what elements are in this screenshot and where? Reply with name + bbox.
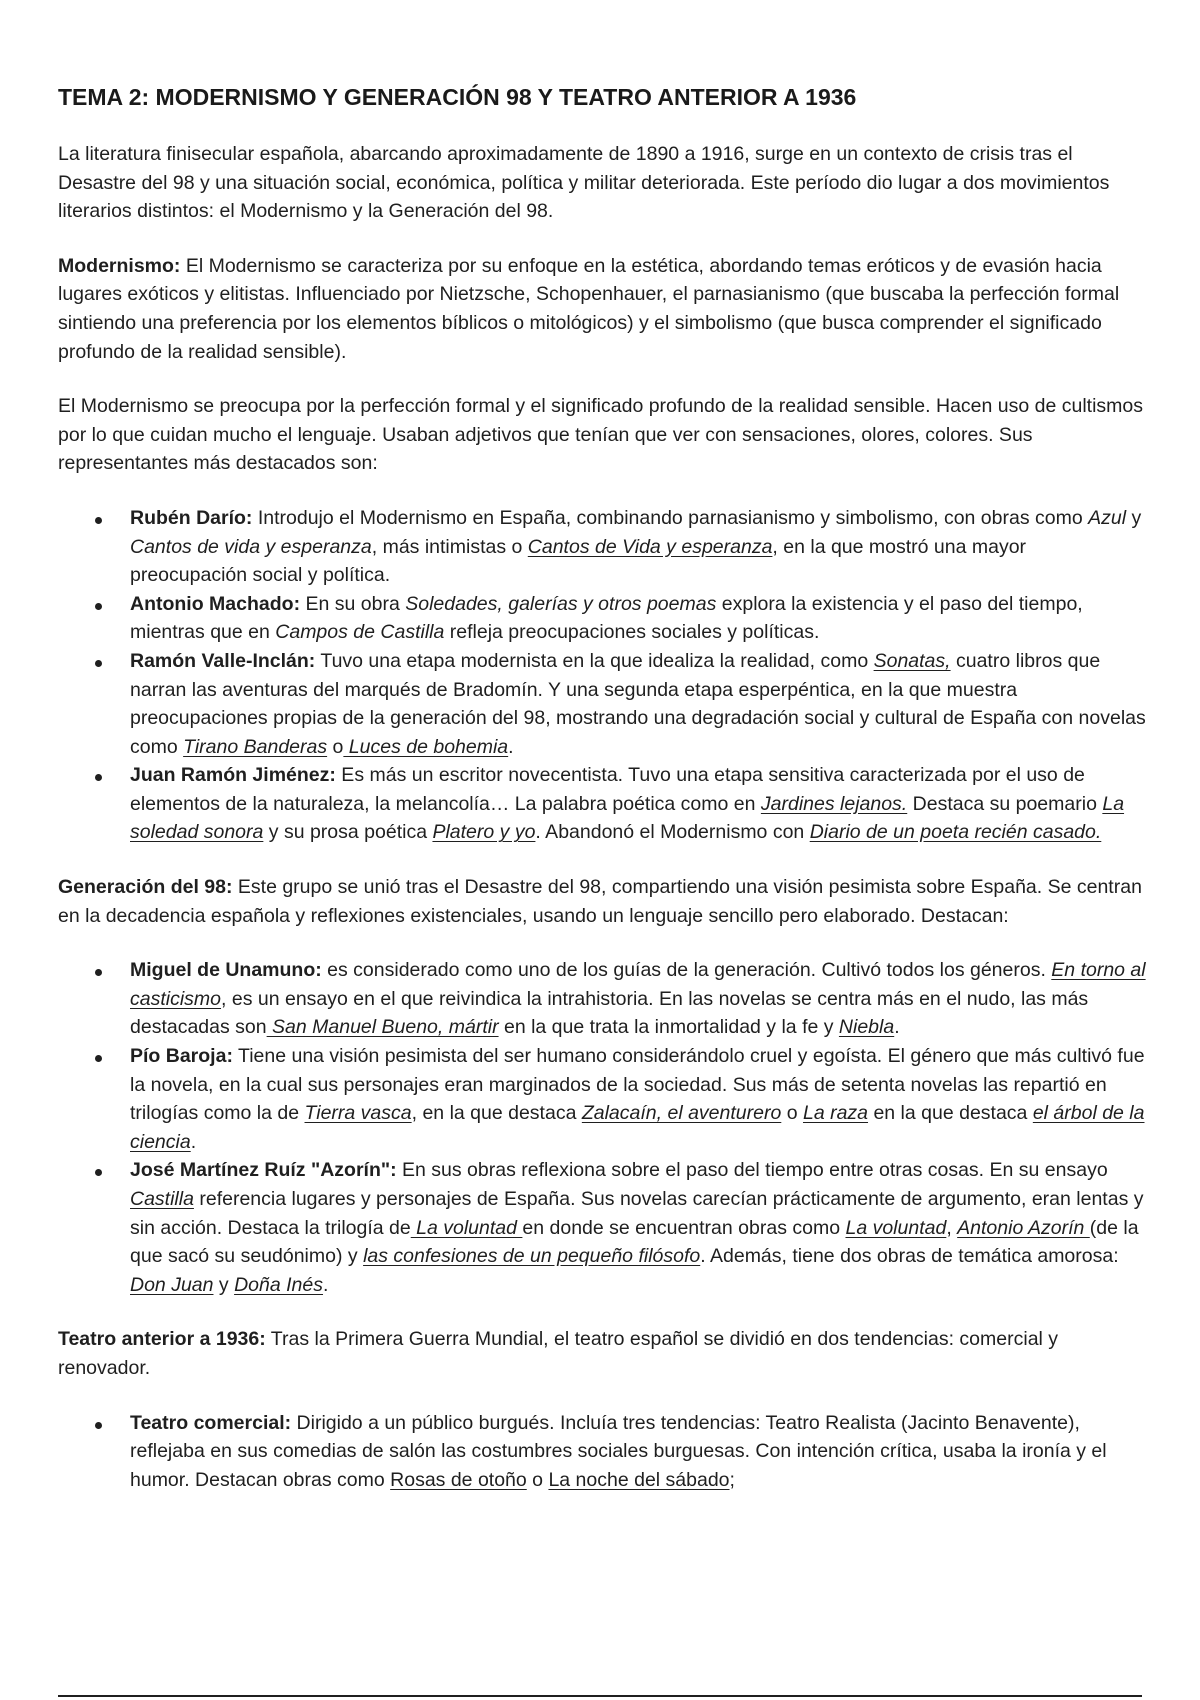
list-item-teatro-comercial: Teatro comercial: Dirigido a un público burgués. Incluía tres tendencias: Teatro Realista (Jacinto Benavente), reflejaba en sus comedias de salón las costumbres sociales burguesas. Con intención crítica, usaba la ironía y el humor. Destacan obras como Rosas de otoño o La noche del sábado;: [58, 1409, 1148, 1495]
work-link[interactable]: Tierra vasca: [304, 1102, 412, 1125]
bullet-icon: [95, 774, 102, 781]
work-link[interactable]: Doña Inés: [234, 1273, 323, 1296]
work-link[interactable]: Luces de bohemia: [343, 735, 509, 758]
work-link[interactable]: Cantos de Vida y esperanza: [527, 535, 773, 558]
modernismo-heading: Modernismo:: [58, 254, 181, 277]
list-item-jimenez: Juan Ramón Jiménez: Es más un escritor novecentista. Tuvo una etapa sensitiva caracterizada por el uso de elementos de la naturaleza, la melancolía… La palabra poética como en Jardines lejanos. Destaca su poemario La soledad sonora y su prosa poética Platero y yo. Abandonó el Modernismo con Diario de un poeta recién casado.: [58, 761, 1148, 847]
teatro-paragraph: Teatro anterior a 1936: Tras la Primera Guerra Mundial, el teatro español se dividió en dos tendencias: comercial y renovador.: [58, 1328, 1059, 1379]
bullet-icon: [95, 1169, 102, 1176]
list-item-unamuno: Miguel de Unamuno: es considerado como uno de los guías de la generación. Cultivó todos los géneros. En torno al casticismo, es un ensayo en el que reivindica la intrahistoria. En las novelas se centra más en el nudo, las más destacadas son San Manuel Bueno, mártir en la que trata la inmortalidad y la fe y Niebla.: [58, 956, 1148, 1042]
work-link[interactable]: Castilla: [130, 1188, 194, 1210]
generacion-paragraph: Generación del 98: Este grupo se unió tras el Desastre del 98, compartiendo una visión pesimista sobre España. Se centran en la decadencia española y reflexiones existenciales, usando un lenguaje sencillo pero elaborado. Destacan:: [58, 876, 1142, 927]
list-item-machado: Antonio Machado: En su obra Soledades, galerías y otros poemas explora la existencia y el paso del tiempo, mientras que en Campos de Castilla refleja preocupaciones sociales y políticas.: [58, 590, 1148, 647]
work-link[interactable]: La soledad sonora: [130, 792, 1125, 844]
work-link[interactable]: Niebla: [838, 1016, 895, 1039]
work-link[interactable]: La raza: [802, 1102, 869, 1125]
work-link[interactable]: Platero y yo: [432, 821, 536, 844]
work-link[interactable]: San Manuel Bueno, mártir: [266, 1016, 499, 1039]
work-title: Cantos de vida y esperanza: [130, 535, 372, 558]
work-link[interactable]: Rosas de otoño: [390, 1468, 527, 1491]
work-link[interactable]: el árbol de la ciencia: [130, 1102, 1145, 1153]
bullet-icon: [95, 603, 102, 610]
intro-paragraph: La literatura finisecular española, abarcando aproximadamente de 1890 a 1916, surge en un contexto de crisis tras el Desastre del 98 y una situación social, económica, política y militar deteriorada. Este período dio lugar a dos movimientos literarios distintos: el Modernismo y la Generación del 98.: [58, 143, 1110, 223]
work-title: Soledades, galerías y otros poemas: [405, 592, 717, 615]
work-link[interactable]: La voluntad: [845, 1216, 947, 1239]
list-item-azorin: José Martínez Ruíz "Azorín": En sus obras reflexiona sobre el paso del tiempo entre otras cosas. En su ensayo Castilla referencia lugares y personajes de España. Sus novelas carecían prácticamente de argumento, eran lentas y sin acción. Destaca la trilogía de La voluntad en donde se encuentran obras como La voluntad, Antonio Azorín (de la que sacó su seudónimo) y las confesiones de un pequeño filósofo. Además, tiene dos obras de temática amorosa: Don Juan y Doña Inés.: [58, 1156, 1148, 1299]
work-link[interactable]: En torno al casticismo: [130, 959, 1146, 1010]
work-link[interactable]: Sonatas,: [873, 649, 951, 672]
teatro-list: [58, 1409, 1148, 1495]
work-link[interactable]: Diario de un poeta recién casado.: [809, 821, 1102, 844]
work-link[interactable]: las confesiones de un pequeño filósofo: [363, 1245, 701, 1268]
generacion-heading: Generación del 98:: [58, 876, 233, 899]
work-link[interactable]: Don Juan: [130, 1273, 214, 1296]
bullet-icon: [95, 1055, 102, 1062]
page-title: TEMA 2: MODERNISMO Y GENERACIÓN 98 Y TEATRO ANTERIOR A 1936: [58, 84, 857, 110]
generacion-list: [58, 956, 1148, 1299]
work-title: Campos de Castilla: [275, 621, 445, 644]
list-item-baroja: Pío Baroja: Tiene una visión pesimista del ser humano considerándolo cruel y egoísta. El género que más cultivó fue la novela, en la cual sus personajes eran marginados de la sociedad. Sus más de setenta novelas las repartió en trilogías como la de Tierra vasca, en la que destaca Zalacaín, el aventurero o La raza en la que destaca el árbol de la ciencia.: [58, 1042, 1148, 1156]
document-body: [58, 80, 1148, 1520]
bullet-icon: [95, 517, 102, 524]
page-divider: [58, 1695, 1142, 1697]
work-link[interactable]: Zalacaín, el aventurero: [581, 1102, 782, 1125]
list-item-valle: Ramón Valle-Inclán: Tuvo una etapa modernista en la que idealiza la realidad, como Sonatas, cuatro libros que narran las aventuras del marqués de Bradomín. Y una segunda etapa esperpéntica, en la que muestra preocupaciones propias de la generación del 98, mostrando una degradación social y cultural de España con novelas como Tirano Banderas o Luces de bohemia.: [58, 647, 1148, 761]
work-title: Azul: [1088, 506, 1127, 529]
bullet-icon: [95, 1422, 102, 1429]
modernismo-paragraph-2: El Modernismo se preocupa por la perfección formal y el significado profundo de la realidad sensible. Hacen uso de cultismos por lo que cuidan mucho el lenguaje. Usaban adjetivos que tenían que ver con sensaciones, olores, colores. Sus representantes más destacados son:: [58, 395, 1144, 475]
bullet-icon: [95, 969, 102, 976]
teatro-heading: Teatro anterior a 1936:: [58, 1328, 266, 1351]
work-link[interactable]: La voluntad: [410, 1216, 523, 1239]
work-link[interactable]: Antonio Azorín: [957, 1216, 1090, 1239]
modernismo-list: [58, 504, 1148, 847]
work-link[interactable]: Jardines lejanos.: [760, 792, 908, 815]
bullet-icon: [95, 660, 102, 667]
work-link[interactable]: La noche del sábado: [548, 1468, 730, 1491]
modernismo-paragraph: Modernismo: El Modernismo se caracteriza por su enfoque en la estética, abordando temas eróticos y de evasión hacia lugares exóticos y elitistas. Influenciado por Nietzsche, Schopenhauer, el parnasianismo (que buscaba la perfección formal sintiendo una preferencia por los elementos bíblicos o mitológicos) y el simbolismo (que busca comprender el significado profundo de la realidad sensible).: [58, 254, 1120, 363]
list-item-dario: Rubén Darío: Introdujo el Modernismo en España, combinando parnasianismo y simbolismo, con obras como Azul y Cantos de vida y esperanza, más intimistas o Cantos de Vida y esperanza, en la que mostró una mayor preocupación social y política.: [58, 504, 1148, 590]
work-link[interactable]: Tirano Banderas: [183, 735, 328, 758]
